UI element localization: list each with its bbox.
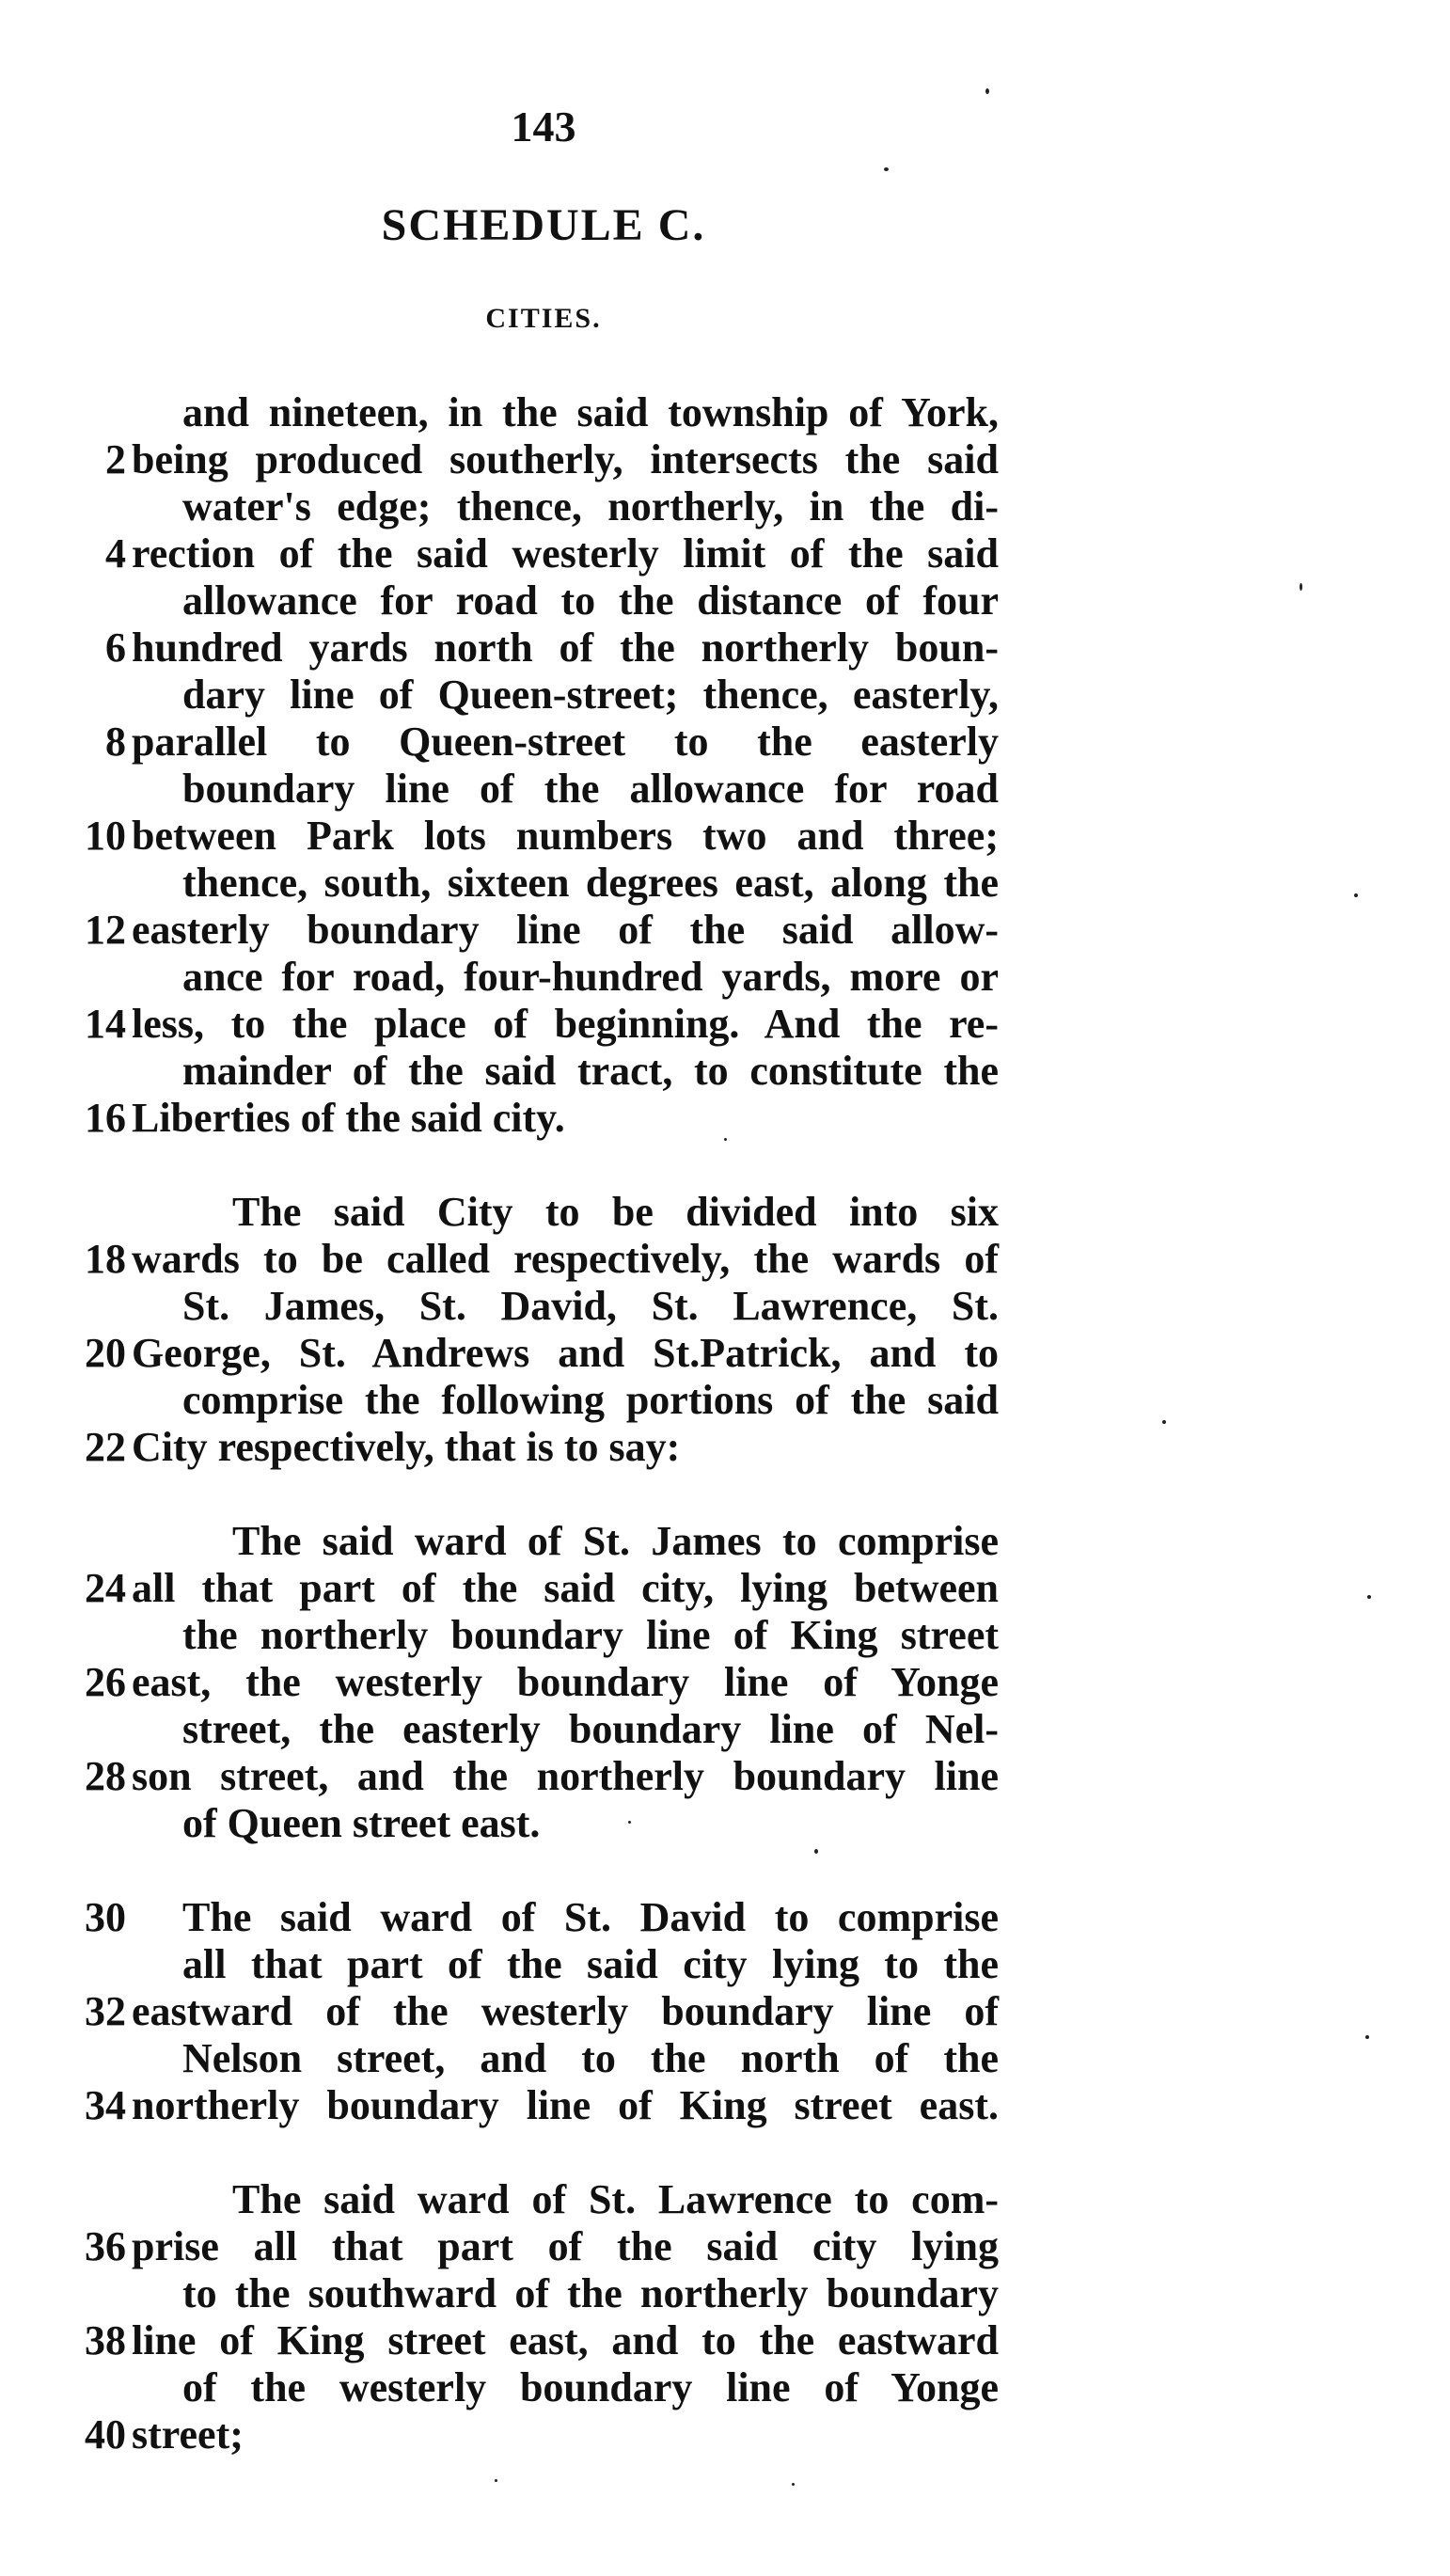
text-line [77,1424,999,1471]
text-line [77,2411,999,2458]
text-line [77,1377,999,1424]
line-number: 8 [105,719,126,765]
text-line [77,766,999,813]
line-text: The said City to be divided into six [232,1189,999,1235]
line-text: hundred yards north of the northerly boun- [132,624,999,671]
text-line [77,2317,999,2364]
line-text: all that part of the said city lying to the [182,1941,999,1987]
text-line [77,907,999,954]
text-line [77,2364,999,2411]
line-text: of Queen street east. [182,1800,541,1846]
scan-speck [628,1821,631,1824]
scan-speck [792,2483,795,2486]
text-line [77,2035,999,2082]
text-line [77,2176,999,2223]
text-line [77,624,999,672]
line-text: street, the easterly boundary line of Nel- [182,1706,999,1752]
line-number: 20 [85,1330,126,1376]
line-number: 12 [85,907,126,953]
text-line [77,1189,999,1236]
text-line [77,1236,999,1283]
line-text: east, the westerly boundary line of Yonge [132,1659,999,1705]
text-line [77,1283,999,1330]
line-text: mainder of the said tract, to constitute the [182,1048,999,1094]
line-text: easterly boundary line of the said allow- [132,907,999,953]
line-number: 40 [85,2411,126,2457]
text-line [77,1330,999,1377]
line-text: son street, and the northerly boundary line [132,1753,999,1799]
line-text: ance for road, four-hundred yards, more or [182,954,999,1000]
scan-speck [1367,1595,1371,1599]
line-text: street; [132,2411,244,2457]
line-number: 14 [85,1001,126,1047]
scan-speck [1300,583,1302,591]
line-number: 32 [85,1988,126,2034]
line-text: George, St. Andrews and St.Patrick, and to [132,1330,999,1376]
line-number: 36 [85,2223,126,2269]
text-line [77,1894,999,1941]
text-line [77,719,999,766]
text-line [77,1048,999,1095]
line-text: the northerly boundary line of King street [182,1612,999,1658]
line-text: allowance for road to the distance of four [182,577,999,624]
text-line [77,1565,999,1612]
line-text: wards to be called respectively, the wards of [132,1236,999,1282]
text-line [77,1518,999,1565]
line-text: being produced southerly, intersects the said [132,436,999,482]
scan-speck [1162,1420,1166,1424]
text-line [77,1706,999,1753]
scan-speck [985,88,989,94]
line-text: less, to the place of beginning. And the re- [132,1001,999,1047]
line-number: 30 [85,1894,126,1940]
line-text: comprise the following portions of the said [182,1377,999,1423]
paragraph-gap [77,2129,999,2176]
line-text: thence, south, sixteen degrees east, along the [182,860,999,906]
scan-speck [495,2479,497,2482]
line-text: City respectively, that is to say: [132,1424,681,1470]
text-line [77,1753,999,1800]
scan-speck [884,167,889,171]
text-line [77,1800,999,1847]
text-line [77,436,999,483]
line-text: to the southward of the northerly boundary [182,2270,999,2316]
page-number: 143 [511,103,576,150]
text-line [77,672,999,719]
line-text: between Park lots numbers two and three; [132,813,999,859]
paragraph-gap [77,1471,999,1518]
line-number: 16 [85,1095,126,1141]
scan-speck [1365,2035,1369,2039]
line-number: 34 [85,2082,126,2128]
text-line [77,1659,999,1706]
line-text: rection of the said westerly limit of the said [132,530,999,577]
line-text: The said ward of St. David to comprise [182,1894,999,1940]
line-number: 4 [105,530,126,577]
text-line [77,2270,999,2317]
line-number: 28 [85,1753,126,1799]
line-text: Nelson street, and to the north of the [182,2035,999,2081]
text-line [77,2223,999,2270]
line-number: 6 [105,624,126,671]
line-number: 22 [85,1424,126,1470]
paragraph-gap [77,1142,999,1189]
line-text: parallel to Queen-street to the easterly [132,719,999,765]
schedule-title: SCHEDULE C. [381,200,706,250]
text-line [77,954,999,1001]
text-line [77,1988,999,2035]
text-line [77,813,999,860]
line-text: Liberties of the said city. [132,1095,565,1141]
text-line [77,389,999,436]
paragraph-gap [77,1847,999,1894]
line-text: and nineteen, in the said township of York, [182,389,999,435]
line-text: water's edge; thence, northerly, in the di- [182,483,999,529]
line-text: The said ward of St. Lawrence to com- [232,2176,999,2222]
line-text: The said ward of St. James to comprise [232,1518,999,1564]
line-number: 2 [105,436,126,482]
body-text [77,389,999,2458]
line-text: prise all that part of the said city lying [132,2223,999,2269]
text-line [77,530,999,577]
line-text: northerly boundary line of King street east. [132,2082,999,2128]
scan-speck [1354,893,1358,897]
line-number: 10 [85,813,126,859]
line-text: dary line of Queen-street; thence, easterly, [182,672,999,718]
line-text: of the westerly boundary line of Yonge [182,2364,999,2410]
scan-speck [814,1849,818,1854]
text-line [77,860,999,907]
scan-speck [724,1138,727,1141]
line-text: St. James, St. David, St. Lawrence, St. [182,1283,999,1329]
text-line [77,1612,999,1659]
text-line [77,2082,999,2129]
line-number: 18 [85,1236,126,1282]
line-number: 24 [85,1565,126,1611]
line-text: all that part of the said city, lying between [132,1565,999,1611]
line-text: line of King street east, and to the eastward [132,2317,999,2363]
line-number: 26 [85,1659,126,1705]
text-line [77,483,999,530]
line-text: boundary line of the allowance for road [182,766,999,812]
line-number: 38 [85,2317,126,2363]
text-line [77,1941,999,1988]
text-line [77,1095,999,1142]
text-line [77,1001,999,1048]
section-subtitle: CITIES. [485,303,602,334]
line-text: eastward of the westerly boundary line of [132,1988,999,2034]
text-line [77,577,999,624]
